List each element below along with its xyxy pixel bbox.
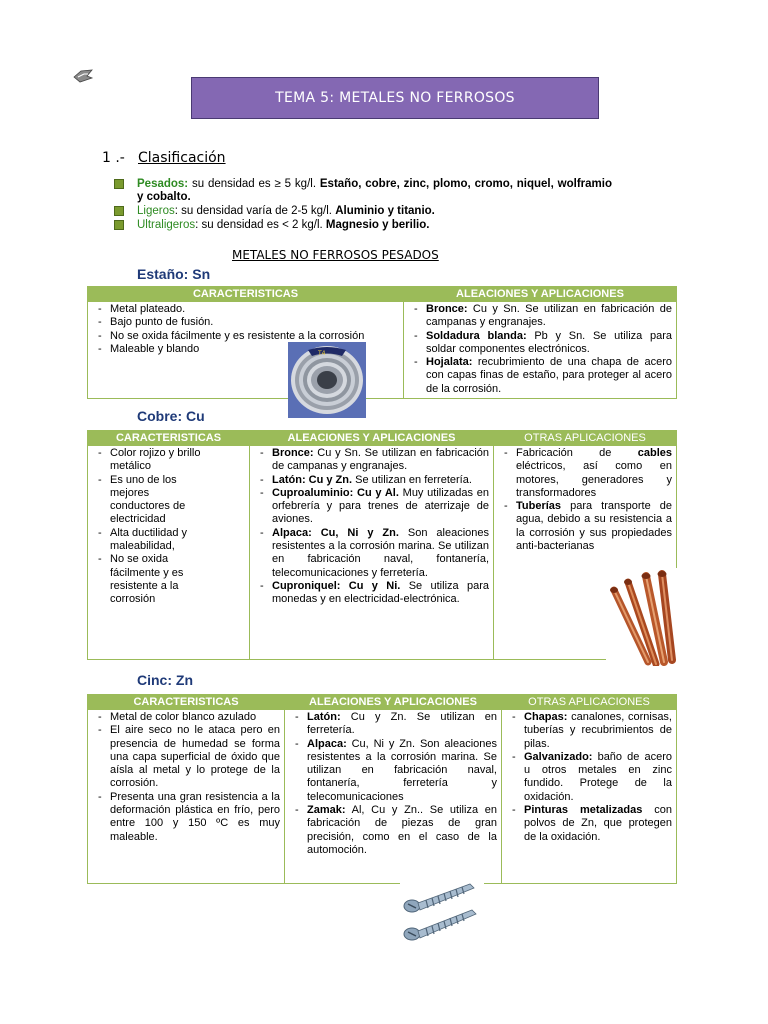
- list-item: - Alta ductilidad y maleabilidad,: [92, 527, 212, 554]
- list-item: - Cuproaluminio: Cu y Al. Muy utilizadas en orfebrería y para trenes de aterrizaje de aviones.: [254, 487, 489, 527]
- table-header: ALEACIONES Y APLICACIONES: [250, 431, 494, 446]
- copper-heading: Cobre: Cu: [137, 408, 205, 424]
- solder-spool-image: [288, 342, 366, 418]
- section-number: 1 .-: [102, 150, 125, 166]
- tin-table: [87, 286, 677, 399]
- galvanized-screws-image: [400, 876, 484, 944]
- table-header: CARACTERISTICAS: [88, 287, 404, 302]
- list-item: - Zamak: Al, Cu y Zn.. Se utiliza en fabricación de piezas de gran precisión, como en el caso de la automoción.: [289, 804, 497, 857]
- list-item: - Latón: Cu y Zn. Se utilizan en ferretería.: [289, 711, 497, 738]
- table-header: ALEACIONES Y APLICACIONES: [404, 287, 677, 302]
- table-header: CARACTERISTICAS: [88, 431, 250, 446]
- classification-list: [112, 178, 612, 233]
- list-item: - Chapas: canalones, cornisas, tuberías y recubrimientos de pilas.: [506, 711, 672, 751]
- document-logo-icon: [72, 68, 94, 84]
- list-item: - Alpaca: Cu, Ni y Zn. Son aleaciones resistentes a la corrosión marina. Se utilizan en fabricación naval, fontanería, telecomunicaciones y ferretería.: [254, 527, 489, 580]
- section-title: Clasificación: [138, 150, 226, 166]
- list-item: - No se oxida fácilmente y es resistente a la corrosión: [92, 553, 212, 606]
- list-item: - Metal plateado.: [92, 303, 372, 316]
- copper-pipes-image: [606, 568, 678, 666]
- table-header: OTRAS APLICACIONES: [502, 695, 677, 710]
- subtitle: METALES NO FERROSOS PESADOS: [232, 248, 439, 262]
- list-item: - Es uno de los mejores conductores de electricidad: [92, 474, 212, 527]
- list-item: - Bronce: Cu y Sn. Se utilizan en fabricación de campanas y engranajes.: [408, 303, 672, 330]
- list-item: - Cuproniquel: Cu y Ni. Se utiliza para monedas y en electricidad-electrónica.: [254, 580, 489, 607]
- square-bullet-icon: [114, 206, 124, 216]
- table-header: OTRAS APLICACIONES: [494, 431, 677, 446]
- list-item: - Pinturas metalizadas con polvos de Zn, que protegen de la oxidación.: [506, 804, 672, 844]
- square-bullet-icon: [114, 179, 124, 189]
- list-item: - Latón: Cu y Zn. Se utilizan en ferretería.: [254, 474, 489, 487]
- zinc-table: [87, 694, 677, 884]
- copper-table: [87, 430, 677, 660]
- list-item: - Hojalata: recubrimiento de una chapa de acero con capas finas de estaño, para proteger al acero de la corrosión.: [408, 356, 672, 396]
- list-item: Ligeros: su densidad varía de 2-5 kg/l. Aluminio y titanio.: [112, 205, 612, 218]
- list-item: - El aire seco no le ataca pero en presencia de humedad se forma una capa superficial de óxido que aísla al metal y lo protege de la corrosión.: [92, 724, 280, 790]
- svg-text:T4: T4: [318, 350, 326, 357]
- list-item: - Color rojizo y brillo metálico: [92, 447, 212, 474]
- list-item: - Metal de color blanco azulado: [92, 711, 280, 724]
- list-item: - Tuberías para transporte de agua, debido a su resistencia a la corrosión y sus propiedades anti-bacterianas: [498, 500, 672, 553]
- table-header: CARACTERISTICAS: [88, 695, 285, 710]
- list-item: - No se oxida fácilmente y es resistente a la corrosión: [92, 330, 372, 343]
- zinc-heading: Cinc: Zn: [137, 672, 193, 688]
- list-item: Pesados: su densidad es ≥ 5 kg/l. Estaño, cobre, zinc, plomo, cromo, niquel, wolframio y cobalto.: [112, 178, 612, 204]
- list-item: - Fabricación de cables eléctricos, así como en motores, generadores y transformadores: [498, 447, 672, 500]
- list-item: - Bajo punto de fusión.: [92, 316, 372, 329]
- page-title: TEMA 5: METALES NO FERROSOS: [191, 77, 599, 119]
- list-item: - Bronce: Cu y Sn. Se utilizan en fabricación de campanas y engranajes.: [254, 447, 489, 474]
- table-header: ALEACIONES Y APLICACIONES: [285, 695, 502, 710]
- list-item: - Soldadura blanda: Pb y Sn. Se utiliza para soldar componentes electrónicos.: [408, 330, 672, 357]
- list-item: - Alpaca: Cu, Ni y Zn. Son aleaciones resistentes a la corrosión marina. Se utilizan en fabricación naval, fontanería, ferretería y telecomunicaciones: [289, 738, 497, 804]
- square-bullet-icon: [114, 220, 124, 230]
- list-item: - Galvanizado: baño de acero u otros metales en zinc fundido. Protege de la oxidación.: [506, 751, 672, 804]
- list-item: Ultraligeros: su densidad es < 2 kg/l. Magnesio y berilio.: [112, 219, 612, 232]
- list-item: - Maleable y blando: [92, 343, 372, 356]
- tin-heading: Estaño: Sn: [137, 266, 211, 282]
- list-item: - Presenta una gran resistencia a la deformación plástica en frío, pero entre 100 y 150 ºC es muy maleable.: [92, 791, 280, 844]
